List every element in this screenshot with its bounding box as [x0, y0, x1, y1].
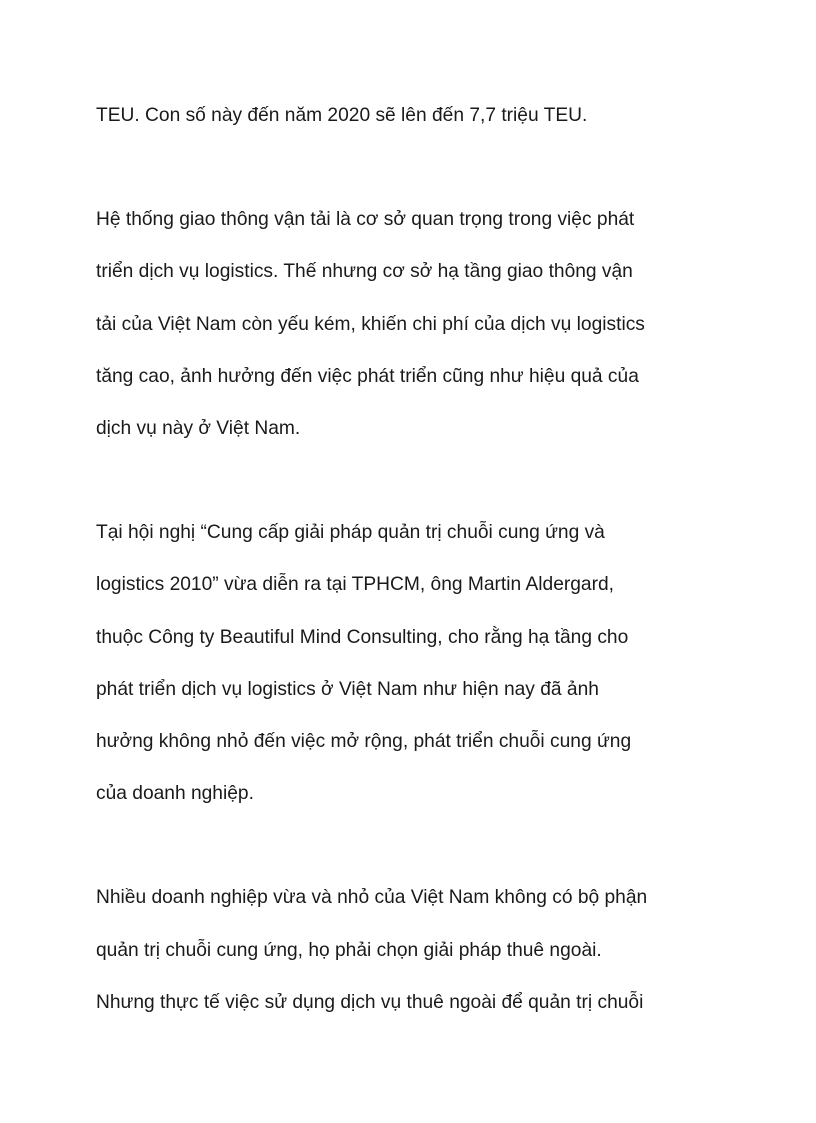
paragraph-2-line-3: tải của Việt Nam còn yếu kém, khiến chi phí của dịch vụ logistics — [96, 314, 645, 335]
paragraph-2-line-2: triển dịch vụ logistics. Thế nhưng cơ sở hạ tầng giao thông vận — [96, 261, 633, 282]
paragraph-2-line-4: tăng cao, ảnh hưởng đến việc phát triển cũng như hiệu quả của — [96, 366, 639, 387]
document-body — [96, 0, 736, 1123]
paragraph-3-line-1: Tại hội nghị “Cung cấp giải pháp quản trị chuỗi cung ứng và — [96, 522, 605, 543]
paragraph-3-line-5: hưởng không nhỏ đến việc mở rộng, phát triển chuỗi cung ứng — [96, 731, 632, 752]
paragraph-1-line-1: TEU. Con số này đến năm 2020 sẽ lên đến 7,7 triệu TEU. — [96, 105, 588, 126]
paragraph-4-line-2: quản trị chuỗi cung ứng, họ phải chọn giải pháp thuê ngoài. — [96, 940, 602, 961]
paragraph-3-line-6: của doanh nghiệp. — [96, 783, 254, 804]
paragraph-3-line-4: phát triển dịch vụ logistics ở Việt Nam như hiện nay đã ảnh — [96, 679, 599, 700]
paragraph-2-line-5: dịch vụ này ở Việt Nam. — [96, 418, 301, 439]
paragraph-4-line-1: Nhiều doanh nghiệp vừa và nhỏ của Việt Nam không có bộ phận — [96, 887, 648, 908]
paragraph-3-line-2: logistics 2010” vừa diễn ra tại TPHCM, ông Martin Aldergard, — [96, 574, 614, 595]
paragraph-4-line-3: Nhưng thực tế việc sử dụng dịch vụ thuê ngoài để quản trị chuỗi — [96, 992, 644, 1013]
paragraph-2-line-1: Hệ thống giao thông vận tải là cơ sở quan trọng trong việc phát — [96, 209, 635, 230]
paragraph-3-line-3: thuộc Công ty Beautiful Mind Consulting, cho rằng hạ tầng cho — [96, 627, 629, 648]
